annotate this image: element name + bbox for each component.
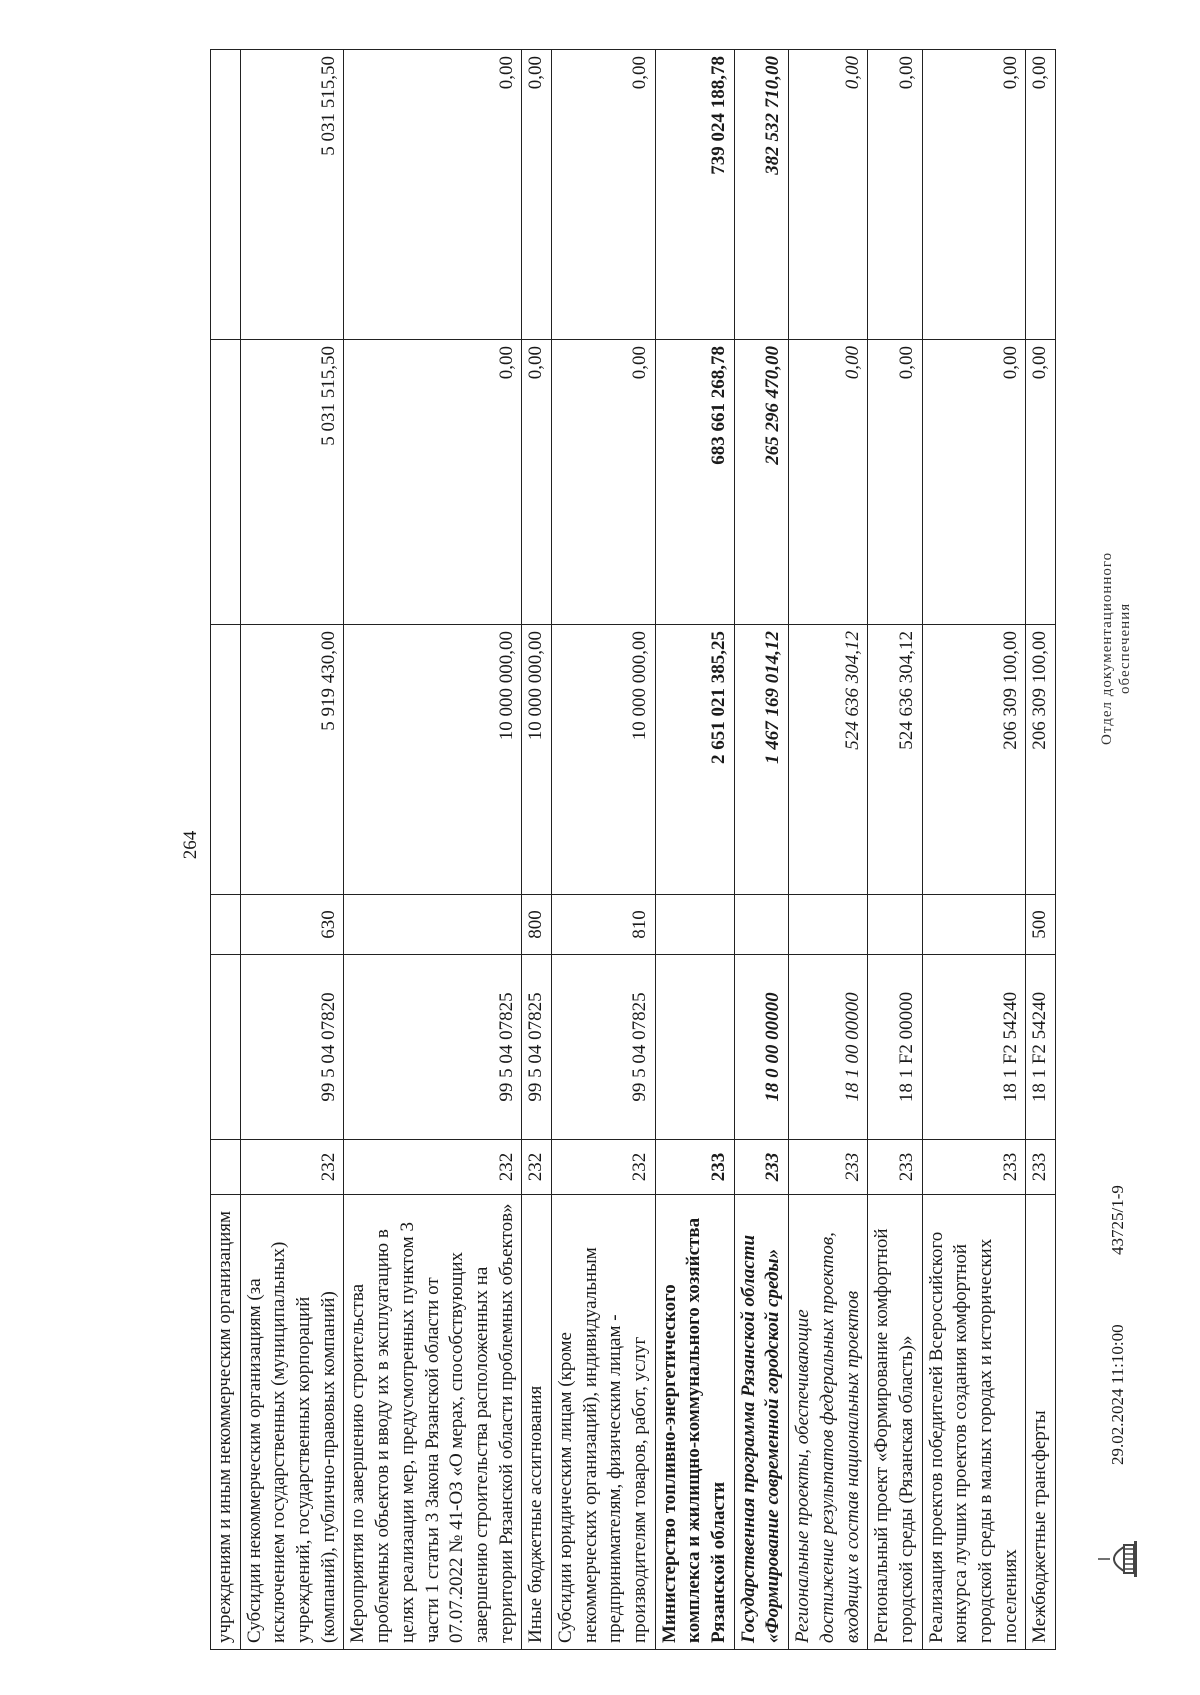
row-name-cell: Мероприятия по завершению строительства проблемных объектов и вводу их в эксплуатацию в целях реализации мер, предусмотренных пунктом 3 части 1 статьи 3 Закона Рязанской области от 07.07.2022 № 41-ОЗ «О мерах, способствующих завершению строительства расположенных на территории Рязанской области проблемных объектов»	[344, 1195, 522, 1650]
ministry-code-cell: 233	[868, 1140, 922, 1195]
footer	[1090, 85, 1170, 1585]
amount-2026-cell	[211, 50, 241, 340]
target-article-cell: 18 1 F2 00000	[868, 955, 922, 1140]
target-article-cell	[211, 955, 241, 1140]
row-name-cell: Государственная программа Рязанской области «Формирование современной городской среды»	[734, 1195, 788, 1650]
target-article-cell: 18 1 F2 54240	[922, 955, 1026, 1140]
table-row	[789, 50, 868, 1650]
expense-type-cell	[868, 895, 922, 955]
department-line-1: Отдел документационного	[1099, 551, 1115, 745]
duma-emblem-icon	[1090, 1533, 1142, 1585]
amount-2026-cell: 739 024 188,78	[655, 50, 734, 340]
expense-type-cell	[734, 895, 788, 955]
amount-2024-cell: 524 636 304,12	[868, 625, 922, 895]
ministry-code-cell: 232	[240, 1140, 344, 1195]
amount-2025-cell: 683 661 268,78	[655, 340, 734, 625]
row-name-cell: Региональные проекты, обеспечивающие достижение результатов федеральных проектов, входящих в состав национальных проектов	[789, 1195, 868, 1650]
table-row	[922, 50, 1026, 1650]
amount-2025-cell: 0,00	[522, 340, 552, 625]
row-name-cell: Субсидии некоммерческим организациям (за исключением государственных (муниципальных) учреждений, государственных корпораций (компаний), публично-правовых компаний)	[240, 1195, 344, 1650]
table-row	[211, 50, 241, 1650]
table-row	[655, 50, 734, 1650]
expense-type-cell: 500	[1026, 895, 1056, 955]
amount-2024-cell: 2 651 021 385,25	[655, 625, 734, 895]
amount-2024-cell: 1 467 169 014,12	[734, 625, 788, 895]
target-article-cell: 99 5 04 07825	[522, 955, 552, 1140]
table-row	[1026, 50, 1056, 1650]
expense-type-cell	[344, 895, 522, 955]
amount-2025-cell: 0,00	[789, 340, 868, 625]
ministry-code-cell	[211, 1140, 241, 1195]
amount-2024-cell: 524 636 304,12	[789, 625, 868, 895]
amount-2025-cell	[211, 340, 241, 625]
amount-2024-cell	[211, 625, 241, 895]
table-row	[240, 50, 344, 1650]
ministry-code-cell: 233	[789, 1140, 868, 1195]
ministry-code-cell: 232	[522, 1140, 552, 1195]
ministry-code-cell: 233	[734, 1140, 788, 1195]
table-row	[734, 50, 788, 1650]
table-row	[344, 50, 522, 1650]
target-article-cell: 99 5 04 07820	[240, 955, 344, 1140]
amount-2025-cell: 0,00	[1026, 340, 1056, 625]
amount-2026-cell: 0,00	[868, 50, 922, 340]
target-article-cell: 18 1 00 00000	[789, 955, 868, 1140]
expense-type-cell	[211, 895, 241, 955]
amount-2026-cell: 0,00	[922, 50, 1026, 340]
rotated-page	[130, 25, 1200, 1665]
budget-table	[210, 49, 1056, 1650]
table-row	[551, 50, 655, 1650]
amount-2025-cell: 0,00	[868, 340, 922, 625]
department-stamp	[1098, 552, 1134, 745]
expense-type-cell: 630	[240, 895, 344, 955]
row-name-cell: учреждениям и иным некоммерческим организациям	[211, 1195, 241, 1650]
row-name-cell: Реализация проектов победителей Всероссийского конкурса лучших проектов создания комфортной городской среды в малых городах и исторических поселениях	[922, 1195, 1026, 1650]
amount-2025-cell: 0,00	[344, 340, 522, 625]
amount-2025-cell: 5 031 515,50	[240, 340, 344, 625]
expense-type-cell: 810	[551, 895, 655, 955]
amount-2025-cell: 265 296 470,00	[734, 340, 788, 625]
footer-doc-number: 43725/1-9	[1108, 1185, 1127, 1255]
table-row	[868, 50, 922, 1650]
table-row	[522, 50, 552, 1650]
ministry-code-cell: 232	[551, 1140, 655, 1195]
amount-2024-cell: 5 919 430,00	[240, 625, 344, 895]
amount-2026-cell: 0,00	[1026, 50, 1056, 340]
row-name-cell: Министерство топливно-энергетического комплекса и жилищно-коммунального хозяйства Рязанской области	[655, 1195, 734, 1650]
amount-2026-cell: 0,00	[551, 50, 655, 340]
expense-type-cell	[922, 895, 1026, 955]
amount-2026-cell: 0,00	[789, 50, 868, 340]
expense-type-cell	[789, 895, 868, 955]
target-article-cell: 99 5 04 07825	[344, 955, 522, 1140]
amount-2024-cell: 10 000 000,00	[344, 625, 522, 895]
amount-2025-cell: 0,00	[551, 340, 655, 625]
amount-2024-cell: 10 000 000,00	[551, 625, 655, 895]
footer-datetime: 29.02.2024 11:10:00	[1108, 1324, 1127, 1465]
target-article-cell: 18 1 F2 54240	[1026, 955, 1056, 1140]
target-article-cell	[655, 955, 734, 1140]
row-name-cell: Субсидии юридическим лицам (кроме некоммерческих организаций), индивидуальным предпринимателям, физическим лицам - производителям товаров, работ, услуг	[551, 1195, 655, 1650]
target-article-cell: 99 5 04 07825	[551, 955, 655, 1140]
row-name-cell: Иные бюджетные ассигнования	[522, 1195, 552, 1650]
amount-2024-cell: 206 309 100,00	[922, 625, 1026, 895]
row-name-cell: Межбюджетные трансферты	[1026, 1195, 1056, 1650]
page-number: 264	[180, 830, 201, 860]
row-name-cell: Региональный проект «Формирование комфортной городской среды (Рязанская область)»	[868, 1195, 922, 1650]
ministry-code-cell: 233	[922, 1140, 1026, 1195]
ministry-code-cell: 233	[1026, 1140, 1056, 1195]
amount-2025-cell: 0,00	[922, 340, 1026, 625]
amount-2024-cell: 10 000 000,00	[522, 625, 552, 895]
target-article-cell: 18 0 00 00000	[734, 955, 788, 1140]
amount-2024-cell: 206 309 100,00	[1026, 625, 1056, 895]
expense-type-cell	[655, 895, 734, 955]
ministry-code-cell: 233	[655, 1140, 734, 1195]
expense-type-cell: 800	[522, 895, 552, 955]
amount-2026-cell: 0,00	[522, 50, 552, 340]
amount-2026-cell: 0,00	[344, 50, 522, 340]
ministry-code-cell: 232	[344, 1140, 522, 1195]
amount-2026-cell: 382 532 710,00	[734, 50, 788, 340]
department-line-2: обеспечения	[1117, 602, 1133, 694]
amount-2026-cell: 5 031 515,50	[240, 50, 344, 340]
